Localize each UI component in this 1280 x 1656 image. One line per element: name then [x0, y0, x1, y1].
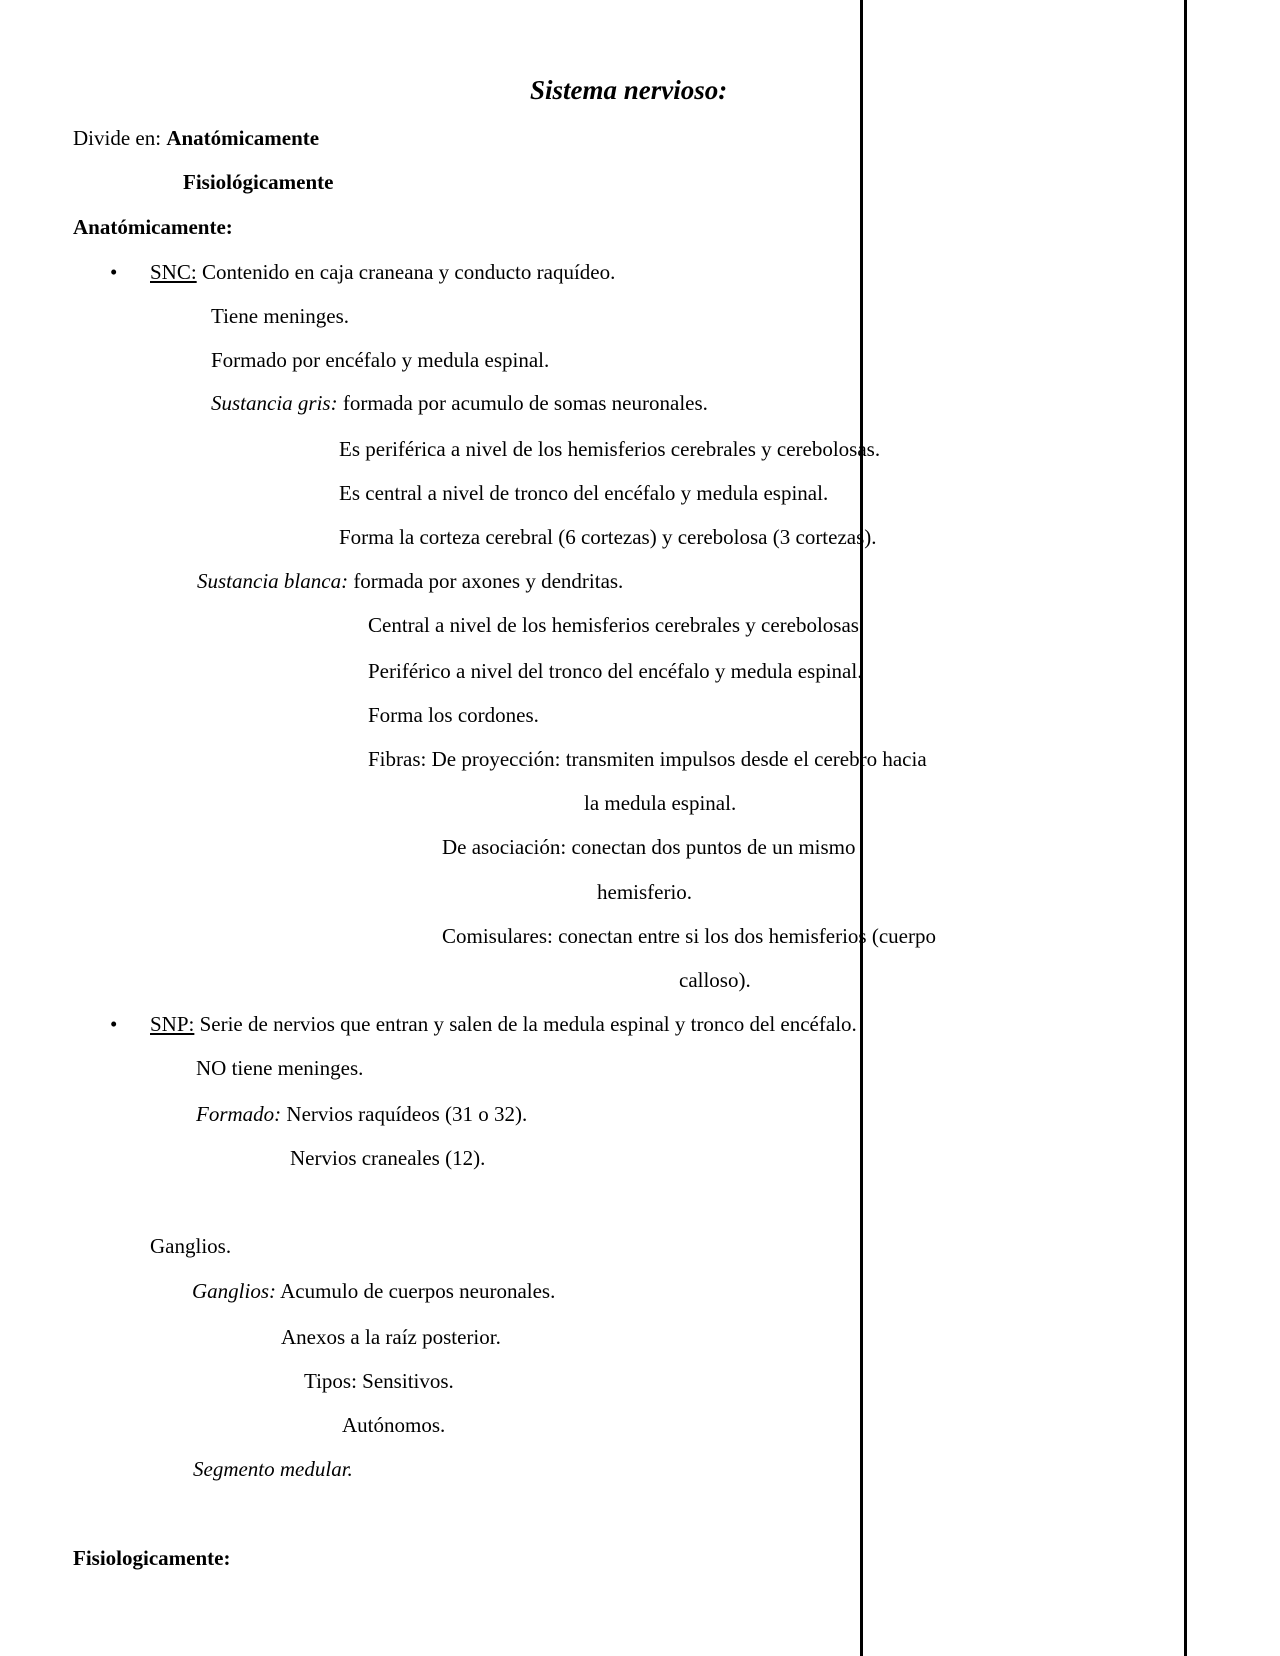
snp-text: Serie de nervios que entran y salen de la medula espinal y tronco del encéfalo.	[199, 1012, 857, 1036]
snc-blanca-2: Periférico a nivel del tronco del encéfalo y medula espinal.	[368, 659, 863, 683]
snc-blanca-1: Central a nivel de los hemisferios cerebrales y cerebolosas.	[368, 613, 865, 637]
ganglios-label: Ganglios:	[192, 1279, 276, 1303]
snp-craneales: Nervios craneales (12).	[290, 1146, 486, 1170]
snp-formado-line	[196, 1104, 527, 1125]
snc-meninges: Tiene meninges.	[211, 304, 350, 328]
snc-line	[150, 262, 615, 283]
snp-label: SNP:	[150, 1012, 195, 1036]
fibras-asociacion-cont: hemisferio.	[597, 880, 693, 904]
fibras-comisulares-cont: calloso).	[679, 968, 751, 992]
ganglios-heading: Ganglios.	[150, 1234, 232, 1258]
snc-bullet: •	[110, 260, 118, 284]
snc-blanca-line	[197, 571, 623, 592]
ganglios-line	[192, 1281, 555, 1302]
fibras-comisulares: Comisulares: conectan entre si los dos hemisferios (cuerpo	[442, 924, 936, 948]
ganglios-autonomos: Autónomos.	[342, 1413, 446, 1437]
snc-blanca-label: Sustancia blanca:	[197, 569, 349, 593]
snc-blanca-text: formada por axones y dendritas.	[353, 569, 624, 593]
snp-bullet: •	[110, 1012, 118, 1036]
vertical-rule-left	[860, 0, 863, 1656]
snc-text: Contenido en caja craneana y conducto raquídeo.	[201, 260, 616, 284]
ganglios-anexos: Anexos a la raíz posterior.	[281, 1325, 501, 1349]
fibras-asociacion: De asociación: conectan dos puntos de un mismo	[442, 835, 856, 859]
page-title: Sistema nervioso:	[530, 75, 728, 105]
snc-formado: Formado por encéfalo y medula espinal.	[211, 348, 550, 372]
fibras-proyeccion-cont: la medula espinal.	[584, 791, 737, 815]
ganglios-tipos: Tipos: Sensitivos.	[304, 1369, 454, 1393]
intro-option-2: Fisiológicamente	[183, 170, 334, 194]
snc-label: SNC:	[150, 260, 197, 284]
segmento-medular: Segmento medular.	[193, 1457, 353, 1481]
snc-gris-2: Es central a nivel de tronco del encéfalo y medula espinal.	[339, 481, 829, 505]
snp-line	[150, 1014, 857, 1035]
snc-gris-text: formada por acumulo de somas neuronales.	[342, 391, 708, 415]
snc-blanca-3: Forma los cordones.	[368, 703, 539, 727]
fisio-heading: Fisiologicamente:	[73, 1546, 231, 1570]
intro-label: Divide en:	[73, 126, 162, 150]
snc-gris-label: Sustancia gris:	[211, 391, 338, 415]
snp-formado-text: Nervios raquídeos (31 o 32).	[286, 1102, 528, 1126]
snp-meninges: NO tiene meninges.	[196, 1056, 364, 1080]
intro-line	[73, 128, 319, 149]
snp-formado-label: Formado:	[196, 1102, 282, 1126]
vertical-rule-right	[1184, 0, 1187, 1656]
ganglios-text: Acumulo de cuerpos neuronales.	[280, 1279, 556, 1303]
anat-heading: Anatómicamente:	[73, 215, 233, 239]
fibras-proyeccion: Fibras: De proyección: transmiten impulsos desde el cerebro hacia	[368, 747, 927, 771]
intro-option-1: Anatómicamente	[166, 126, 320, 150]
snc-gris-line	[211, 393, 708, 414]
snc-gris-3: Forma la corteza cerebral (6 cortezas) y cerebolosa (3 cortezas).	[339, 525, 877, 549]
snc-gris-1: Es periférica a nivel de los hemisferios cerebrales y cerebolosas.	[339, 437, 881, 461]
